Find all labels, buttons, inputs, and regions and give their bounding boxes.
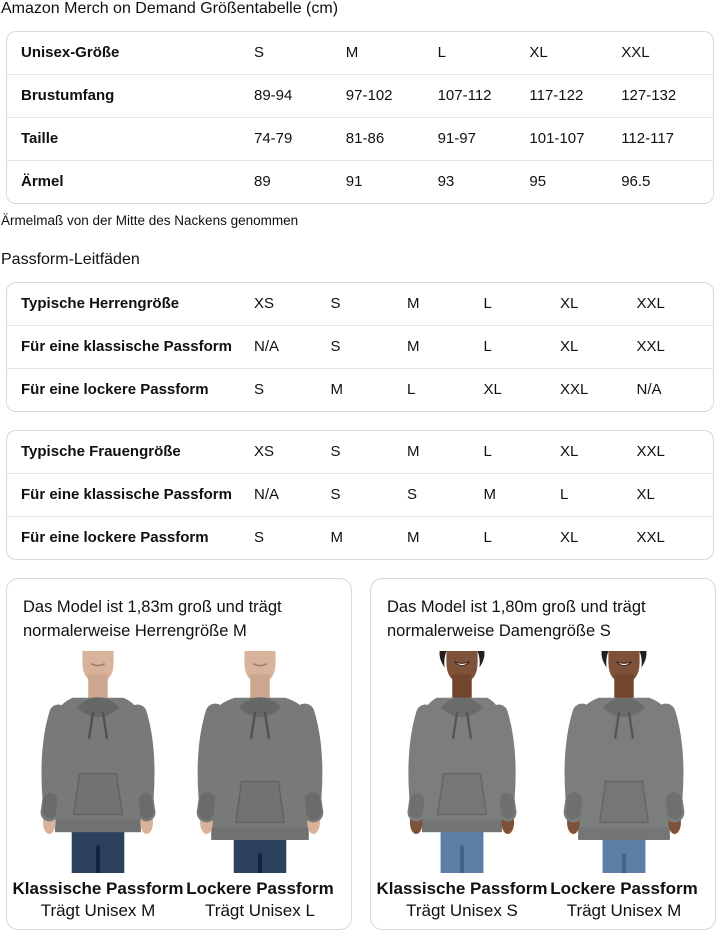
size-cell: XS: [254, 443, 275, 460]
sleeve-measure-note: Ärmelmaß von der Mitte des Nackens genommen: [1, 213, 299, 228]
size-cell: XXL: [637, 517, 714, 560]
size-cell: L: [484, 517, 561, 560]
model-photo-male-classic-fit: [20, 651, 176, 873]
size-cell: N/A: [637, 369, 714, 412]
size-cell: XL: [560, 443, 579, 460]
table-row-unisex-size: [7, 32, 713, 75]
page-title: Amazon Merch on Demand Größentabelle (cm): [1, 0, 339, 17]
measure-cell: 93: [438, 161, 530, 204]
measure-cell: 107-112: [438, 75, 530, 118]
row-label: Für eine lockere Passform: [7, 369, 254, 412]
size-cell: XL: [484, 369, 561, 412]
unisex-size-table: [6, 31, 714, 204]
row-label: Ärmel: [7, 161, 254, 204]
measure-cell: 112-117: [621, 118, 713, 161]
womens-model-card: [370, 578, 716, 930]
size-cell: S: [331, 474, 408, 517]
size-cell: XXL: [636, 295, 665, 312]
size-cell: M: [407, 443, 420, 460]
size-cell: L: [484, 326, 561, 369]
size-cell: XL: [529, 44, 548, 61]
mens-model-card: [6, 578, 352, 930]
size-cell: S: [254, 517, 331, 560]
model-cards-row: [6, 578, 714, 930]
fit-label: Klassische Passform: [12, 879, 184, 898]
fit-label: Lockere Passform: [186, 879, 334, 898]
fit-label: Lockere Passform: [550, 879, 698, 898]
measure-cell: 97-102: [346, 75, 438, 118]
measure-cell: 117-122: [529, 75, 621, 118]
measure-cell: 91: [346, 161, 438, 204]
worn-size-label: Trägt Unisex S: [406, 901, 518, 920]
measure-cell: 74-79: [254, 118, 346, 161]
measure-cell: 91-97: [438, 118, 530, 161]
size-cell: S: [331, 326, 408, 369]
table-row-chest: [7, 75, 713, 118]
worn-size-label: Trägt Unisex L: [205, 901, 315, 920]
measure-cell: 95: [529, 161, 621, 204]
figure-male-classic: [12, 651, 184, 923]
figure-female-classic: [376, 651, 548, 923]
row-label: Unisex-Größe: [21, 44, 120, 61]
size-cell: XXL: [621, 44, 650, 61]
row-label: Taille: [7, 118, 254, 161]
table-row-loose-fit: [7, 369, 713, 412]
size-cell: N/A: [254, 326, 331, 369]
figure-male-loose: [181, 651, 339, 923]
size-cell: L: [407, 369, 484, 412]
table-row-typical-mens-size: [7, 283, 713, 326]
table-row-classic-fit: [7, 326, 713, 369]
size-cell: L: [483, 443, 492, 460]
size-cell: M: [345, 44, 359, 61]
size-cell: XL: [560, 295, 579, 312]
fit-label: Klassische Passform: [376, 879, 548, 898]
model-photo-female-loose-fit: [546, 651, 702, 873]
table-row-typical-womens-size: [7, 431, 713, 474]
size-cell: S: [330, 443, 341, 460]
model-description: Das Model ist 1,80m groß und trägt normalerweise Damengröße S: [387, 598, 646, 640]
figure-female-loose: [545, 651, 703, 923]
size-cell: S: [330, 295, 341, 312]
table-row-classic-fit: [7, 474, 713, 517]
size-cell: S: [254, 369, 331, 412]
size-cell: L: [483, 295, 492, 312]
table-row-sleeve: [7, 161, 713, 204]
model-description: Das Model ist 1,83m groß und trägt normalerweise Herrengröße M: [23, 598, 282, 640]
row-label: Brustumfang: [7, 75, 254, 118]
size-cell: S: [254, 44, 265, 61]
size-cell: XS: [254, 295, 275, 312]
row-label: Typische Frauengröße: [21, 443, 181, 460]
size-cell: M: [331, 369, 408, 412]
size-cell: XXL: [637, 326, 714, 369]
row-label: Für eine klassische Passform: [7, 474, 254, 517]
measure-cell: 81-86: [346, 118, 438, 161]
measure-cell: 127-132: [621, 75, 713, 118]
size-cell: XXL: [636, 443, 665, 460]
worn-size-label: Trägt Unisex M: [40, 901, 156, 920]
worn-size-label: Trägt Unisex M: [566, 901, 682, 920]
row-label: Typische Herrengröße: [21, 295, 180, 312]
measure-cell: 96.5: [621, 161, 713, 204]
size-cell: M: [484, 474, 561, 517]
size-cell: L: [437, 44, 446, 61]
size-cell: S: [407, 474, 484, 517]
size-cell: M: [407, 295, 420, 312]
size-cell: M: [407, 517, 484, 560]
measure-cell: 89-94: [254, 75, 346, 118]
size-cell: XXL: [560, 369, 637, 412]
row-label: Für eine klassische Passform: [7, 326, 254, 369]
size-cell: XL: [560, 326, 637, 369]
fit-guides-heading: Passform-Leitfäden: [1, 251, 140, 268]
size-cell: M: [331, 517, 408, 560]
size-cell: XL: [560, 517, 637, 560]
size-cell: XL: [637, 474, 714, 517]
womens-fit-table: [6, 430, 714, 560]
size-cell: M: [407, 326, 484, 369]
table-row-waist: [7, 118, 713, 161]
model-photo-female-classic-fit: [384, 651, 540, 873]
size-cell: N/A: [254, 474, 331, 517]
table-row-loose-fit: [7, 517, 713, 560]
row-label: Für eine lockere Passform: [7, 517, 254, 560]
size-cell: L: [560, 474, 637, 517]
measure-cell: 101-107: [529, 118, 621, 161]
model-photo-male-loose-fit: [182, 651, 338, 873]
mens-fit-table: [6, 282, 714, 412]
measure-cell: 89: [254, 161, 346, 204]
